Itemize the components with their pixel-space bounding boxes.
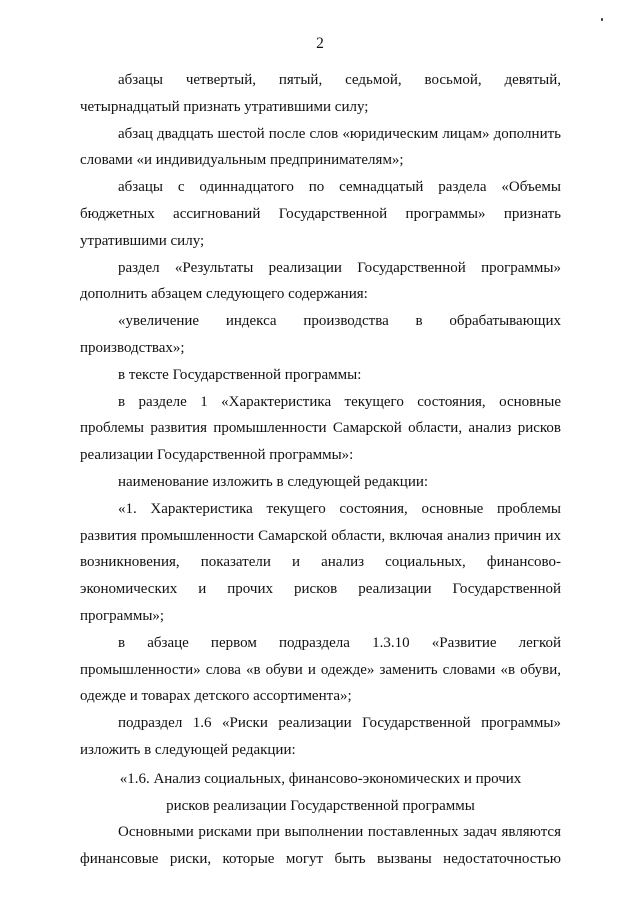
paragraph-8: наименование изложить в следующей редакции: bbox=[118, 473, 429, 490]
scan-speck bbox=[601, 18, 603, 21]
paragraph-4: раздел «Результаты реализации Государственной программы» дополнить абзацем следующего содержания: bbox=[80, 259, 561, 303]
paragraph-11: подраздел 1.6 «Риски реализации Государственной программы» изложить в следующей редакции: bbox=[80, 715, 561, 758]
paragraph-2: абзац двадцать шестой после слов «юридическим лицам» дополнить словами «и индивидуальным предпринимателям»; bbox=[80, 125, 561, 169]
paragraph-5: «увеличение индекса производства в обрабатывающих производствах»; bbox=[80, 313, 561, 356]
paragraph-9: «1. Характеристика текущего состояния, основные проблемы развития промышленности Самарской области, включая анализ причин их возникновения, показатели и анализ социальных, финансово-экономических и прочих рисков реализации Государственной программы»; bbox=[80, 500, 561, 624]
section-heading-line-2: рисков реализации Государственной программы bbox=[166, 797, 475, 814]
paragraph-6: в тексте Государственной программы: bbox=[118, 366, 362, 383]
document-body bbox=[80, 67, 561, 873]
paragraph-final: Основными рисками при выполнении поставленных задач являются финансовые риски, которые могут быть вызваны недостаточностью bbox=[80, 824, 561, 868]
paragraph-1: абзацы четвертый, пятый, седьмой, восьмой, девятый, четырнадцатый признать утратившими силу; bbox=[80, 72, 561, 115]
paragraph-3: абзацы с одиннадцатого по семнадцатый раздела «Объемы бюджетных ассигнований Государственной программы» признать утратившими силу; bbox=[80, 179, 561, 249]
section-heading-line-1: «1.6. Анализ социальных, финансово-экономических и прочих bbox=[119, 770, 522, 787]
paragraph-7: в разделе 1 «Характеристика текущего состояния, основные проблемы развития промышленности Самарской области, анализ рисков реализации Государственной программы»: bbox=[80, 393, 561, 464]
page-number: 2 bbox=[316, 35, 324, 52]
paragraph-10: в абзаце первом подраздела 1.3.10 «Развитие легкой промышленности» слова «в обуви и одежде» заменить словами «в обуви, одежде и товарах детского ассортимента»; bbox=[80, 634, 561, 705]
